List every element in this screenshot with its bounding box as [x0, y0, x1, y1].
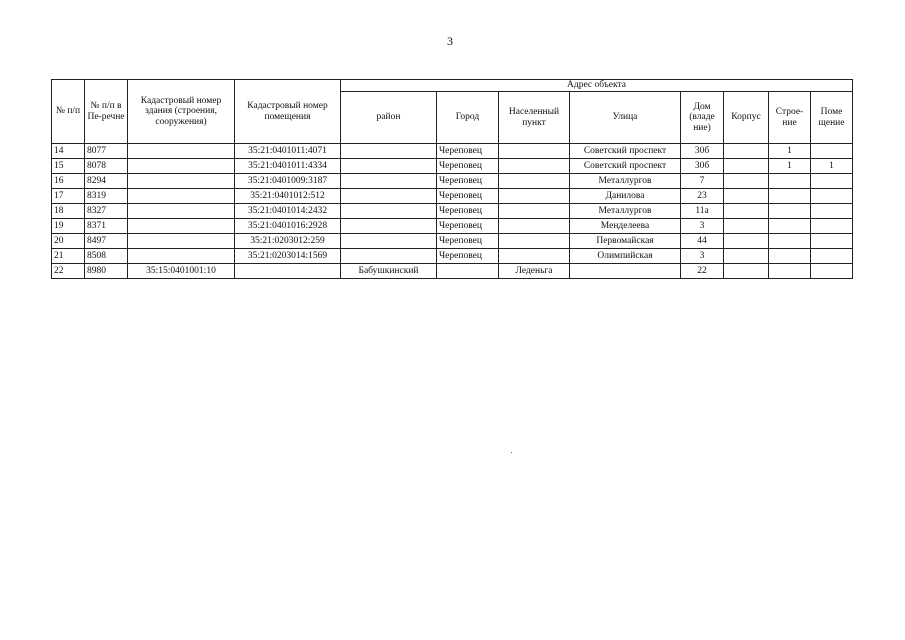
cell-rayon — [341, 159, 437, 174]
header-gorod: Город — [437, 92, 499, 144]
scan-speck — [511, 452, 512, 453]
cell-perechen: 8327 — [85, 204, 128, 219]
cell-korpus — [724, 219, 769, 234]
header-nas-punkt: Населенный пункт — [499, 92, 570, 144]
header-korpus: Корпус — [724, 92, 769, 144]
cell-rayon — [341, 144, 437, 159]
header-cad-building: Кадастровый номер здания (строения, сооружения) — [128, 80, 235, 144]
header-ulitsa: Улица — [570, 92, 681, 144]
cell-dom: 22 — [681, 264, 724, 279]
page-number: 3 — [447, 34, 453, 48]
table-row — [52, 174, 853, 189]
cell-rayon — [341, 219, 437, 234]
cell-perechen: 8980 — [85, 264, 128, 279]
header-stroenie: Строе-ние — [769, 92, 811, 144]
cell-num: 17 — [52, 189, 85, 204]
cell-gorod: Череповец — [437, 189, 499, 204]
cell-cad-room: 35:21:0203014:1569 — [235, 249, 341, 264]
header-rayon: район — [341, 92, 437, 144]
cell-cad-room: 35:21:0401014:2432 — [235, 204, 341, 219]
cell-cad-room — [235, 264, 341, 279]
table-row — [52, 144, 853, 159]
cell-gorod: Череповец — [437, 144, 499, 159]
cell-perechen: 8294 — [85, 174, 128, 189]
table-row — [52, 204, 853, 219]
cell-ulitsa: Советский проспект — [570, 144, 681, 159]
header-pomeshchenie: Поме щение — [811, 92, 853, 144]
table-row — [52, 249, 853, 264]
cell-ulitsa: Первомайская — [570, 234, 681, 249]
cell-dom: 3 — [681, 219, 724, 234]
cell-nas-punkt — [499, 219, 570, 234]
cell-stroenie — [769, 219, 811, 234]
cell-perechen: 8077 — [85, 144, 128, 159]
header-address-group: Адрес объекта — [341, 80, 853, 92]
cell-pomeshchenie — [811, 204, 853, 219]
cell-num: 14 — [52, 144, 85, 159]
cell-ulitsa — [570, 264, 681, 279]
table-row — [52, 189, 853, 204]
cell-stroenie — [769, 204, 811, 219]
cell-stroenie: 1 — [769, 144, 811, 159]
cell-rayon: Бабушкинский — [341, 264, 437, 279]
table-row — [52, 219, 853, 234]
cell-cad-building: 35:15:0401001:10 — [128, 264, 235, 279]
cell-num: 15 — [52, 159, 85, 174]
cell-gorod: Череповец — [437, 159, 499, 174]
cell-cad-building — [128, 219, 235, 234]
table-row — [52, 234, 853, 249]
cell-korpus — [724, 264, 769, 279]
cell-num: 18 — [52, 204, 85, 219]
cell-pomeshchenie — [811, 249, 853, 264]
cell-cad-building — [128, 189, 235, 204]
cell-cad-room: 35:21:0401016:2928 — [235, 219, 341, 234]
cell-stroenie — [769, 249, 811, 264]
cell-ulitsa: Олимпийская — [570, 249, 681, 264]
cell-cad-building — [128, 174, 235, 189]
cell-stroenie — [769, 174, 811, 189]
cell-dom: 44 — [681, 234, 724, 249]
cell-stroenie: 1 — [769, 159, 811, 174]
cell-dom: 30б — [681, 159, 724, 174]
cell-nas-punkt — [499, 234, 570, 249]
cell-nas-punkt — [499, 159, 570, 174]
cell-gorod — [437, 264, 499, 279]
cell-korpus — [724, 144, 769, 159]
cell-dom: 3 — [681, 249, 724, 264]
cell-cad-building — [128, 249, 235, 264]
cell-nas-punkt — [499, 189, 570, 204]
cell-num: 22 — [52, 264, 85, 279]
cell-cad-building — [128, 234, 235, 249]
cell-perechen: 8078 — [85, 159, 128, 174]
cell-perechen: 8508 — [85, 249, 128, 264]
cell-rayon — [341, 174, 437, 189]
cell-pomeshchenie — [811, 234, 853, 249]
cell-stroenie — [769, 234, 811, 249]
header-cad-room: Кадастровый номер помещения — [235, 80, 341, 144]
header-num: № п/п — [52, 80, 85, 144]
cell-perechen: 8319 — [85, 189, 128, 204]
cell-ulitsa: Менделеева — [570, 219, 681, 234]
cell-rayon — [341, 189, 437, 204]
cell-pomeshchenie: 1 — [811, 159, 853, 174]
cell-nas-punkt — [499, 204, 570, 219]
cell-korpus — [724, 174, 769, 189]
cell-cad-building — [128, 159, 235, 174]
cell-korpus — [724, 189, 769, 204]
cell-gorod: Череповец — [437, 219, 499, 234]
cell-nas-punkt — [499, 249, 570, 264]
cell-ulitsa: Советский проспект — [570, 159, 681, 174]
header-dom: Дом (владе ние) — [681, 92, 724, 144]
cell-ulitsa: Данилова — [570, 189, 681, 204]
table-row — [52, 159, 853, 174]
cell-korpus — [724, 159, 769, 174]
cell-gorod: Череповец — [437, 234, 499, 249]
cell-pomeshchenie — [811, 219, 853, 234]
cell-pomeshchenie — [811, 144, 853, 159]
cell-cad-room: 35:21:0401012:512 — [235, 189, 341, 204]
cell-cad-room: 35:21:0401011:4334 — [235, 159, 341, 174]
cell-ulitsa: Металлургов — [570, 204, 681, 219]
cell-num: 21 — [52, 249, 85, 264]
header-perechen-num: № п/п в Пе-речне — [85, 80, 128, 144]
cell-cad-building — [128, 144, 235, 159]
cell-rayon — [341, 204, 437, 219]
cell-dom: 11а — [681, 204, 724, 219]
cell-korpus — [724, 204, 769, 219]
cell-perechen: 8371 — [85, 219, 128, 234]
cell-num: 20 — [52, 234, 85, 249]
cell-cad-room: 35:21:0401009:3187 — [235, 174, 341, 189]
cell-dom: 30б — [681, 144, 724, 159]
cell-num: 16 — [52, 174, 85, 189]
cell-stroenie — [769, 189, 811, 204]
cell-korpus — [724, 234, 769, 249]
cell-rayon — [341, 249, 437, 264]
cell-cad-room: 35:21:0203012:259 — [235, 234, 341, 249]
cell-cad-building — [128, 204, 235, 219]
cell-stroenie — [769, 264, 811, 279]
object-registry-table — [51, 79, 853, 279]
cell-num: 19 — [52, 219, 85, 234]
cell-korpus — [724, 249, 769, 264]
cell-rayon — [341, 234, 437, 249]
cell-nas-punkt — [499, 144, 570, 159]
cell-cad-room: 35:21:0401011:4071 — [235, 144, 341, 159]
table-row — [52, 264, 853, 279]
cell-pomeshchenie — [811, 174, 853, 189]
cell-pomeshchenie — [811, 189, 853, 204]
cell-nas-punkt: Леденьга — [499, 264, 570, 279]
cell-nas-punkt — [499, 174, 570, 189]
cell-gorod: Череповец — [437, 249, 499, 264]
table-body — [52, 144, 853, 279]
header-row-top — [52, 80, 853, 92]
cell-ulitsa: Металлургов — [570, 174, 681, 189]
cell-gorod: Череповец — [437, 174, 499, 189]
cell-dom: 7 — [681, 174, 724, 189]
cell-dom: 23 — [681, 189, 724, 204]
cell-gorod: Череповец — [437, 204, 499, 219]
cell-pomeshchenie — [811, 264, 853, 279]
cell-perechen: 8497 — [85, 234, 128, 249]
